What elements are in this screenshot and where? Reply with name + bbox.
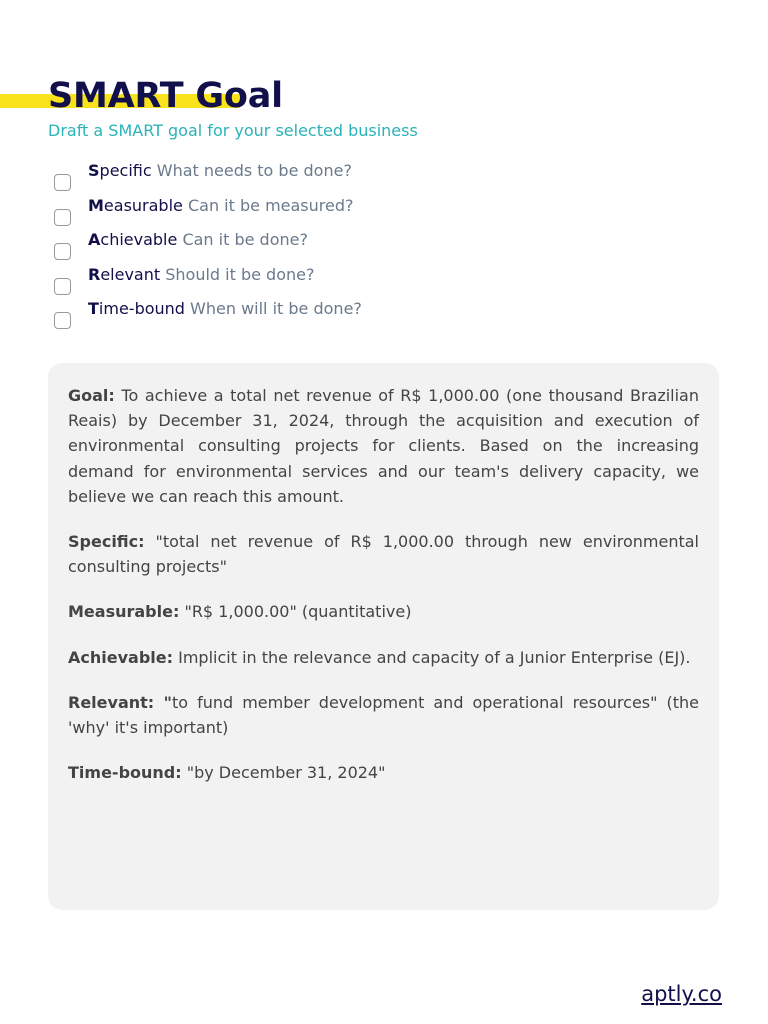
measurable-paragraph <box>68 599 699 624</box>
criterion-initial: T <box>88 299 99 318</box>
measurable-text: "R$ 1,000.00" (quantitative) <box>184 602 412 622</box>
page-title: SMART Goal <box>48 76 283 116</box>
criterion-name-rest: easurable <box>103 195 183 215</box>
goal-label: Goal: <box>68 386 115 405</box>
criterion-name-rest: pecific <box>99 161 152 180</box>
criterion-question: Should it be done? <box>165 264 315 284</box>
criterion-initial: A <box>88 230 101 249</box>
achievable-text: Implicit in the relevance and capacity of a Junior Enterprise (EJ). <box>178 647 691 667</box>
criterion-question: Can it be done? <box>182 230 308 249</box>
timebound-label: Time-bound: <box>68 763 182 783</box>
checklist-item-label <box>88 160 352 182</box>
criterion-initial: R <box>88 264 101 284</box>
checklist-item-label <box>88 195 354 217</box>
criterion-question: When will it be done? <box>190 299 362 318</box>
page-subtitle: Draft a SMART goal for your selected business <box>48 121 418 140</box>
checklist-item-label <box>88 298 362 320</box>
criterion-name-rest: elevant <box>100 264 161 284</box>
criterion-name-rest: chievable <box>100 230 178 249</box>
criterion-initial: M <box>88 195 104 215</box>
measurable-checkbox[interactable] <box>54 209 71 226</box>
relevant-checkbox[interactable] <box>54 278 71 295</box>
timebound-paragraph <box>68 760 699 785</box>
achievable-paragraph <box>68 645 699 670</box>
specific-label: Specific: <box>68 532 145 552</box>
relevant-label: Relevant: " <box>68 692 173 712</box>
achievable-checkbox[interactable] <box>54 243 71 260</box>
goal-text: To achieve a total net revenue of R$ 1,000.00 (one thousand Brazilian Reais) by December 31, 2024, through the acquisition and execution of environmental consulting projects for clients. Based on the increasing demand for environmental services and our team's delivery capacity, we believe we can reach this amount. <box>68 386 699 506</box>
criterion-question: Can it be measured? <box>187 195 354 215</box>
relevant-text: to fund member development and operational resources" (the 'why' it's important) <box>68 692 699 738</box>
timebound-text: "by December 31, 2024" <box>186 763 386 783</box>
goal-paragraph <box>68 383 699 509</box>
timebound-checkbox[interactable] <box>54 312 71 329</box>
criterion-initial: S <box>88 161 100 180</box>
checklist-item-label <box>88 229 308 251</box>
criterion-question: What needs to be done? <box>156 161 352 180</box>
aptly-link[interactable]: aptly.co <box>641 982 722 1006</box>
relevant-paragraph <box>68 690 699 740</box>
specific-checkbox[interactable] <box>54 174 71 191</box>
achievable-label: Achievable: <box>68 647 174 667</box>
specific-paragraph <box>68 529 699 579</box>
specific-text: "total net revenue of R$ 1,000.00 through new environmental consulting projects" <box>68 532 699 577</box>
criterion-name-rest: ime-bound <box>98 299 185 318</box>
checklist-item-label <box>88 264 314 286</box>
goal-card <box>48 363 719 910</box>
measurable-label: Measurable: <box>68 602 180 622</box>
